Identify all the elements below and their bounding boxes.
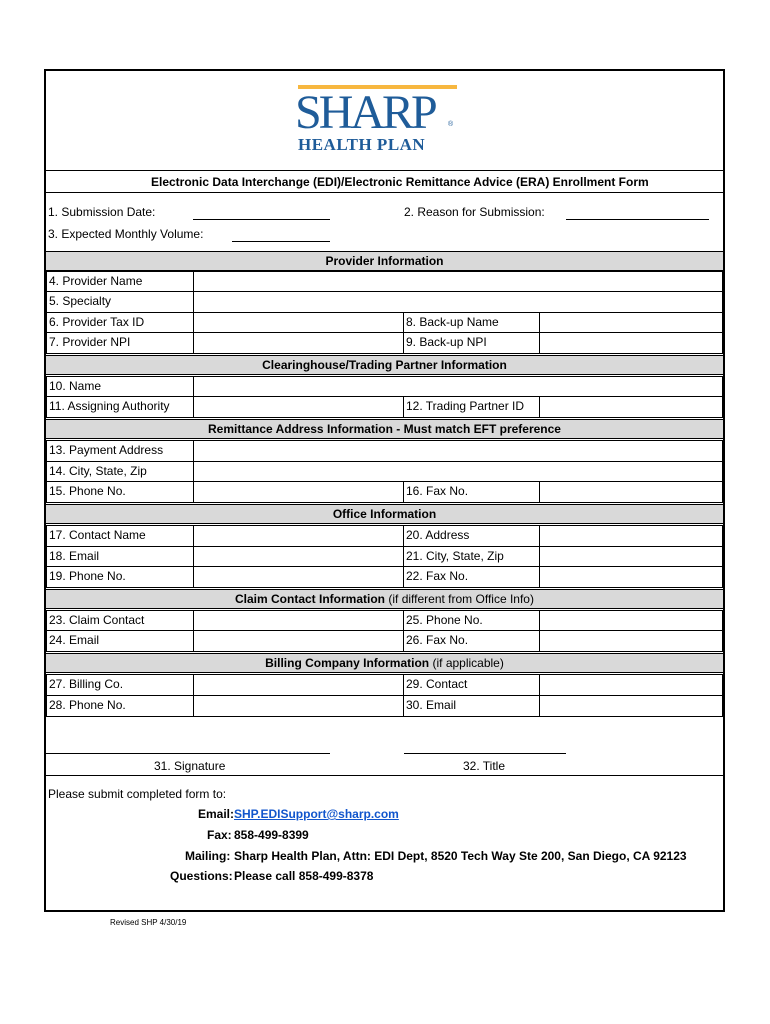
backup-name-label: 8. Back-up Name (403, 312, 540, 333)
section-remittance (46, 419, 723, 439)
payment-address-field[interactable] (193, 440, 723, 462)
fax-22-field[interactable] (539, 566, 723, 588)
backup-name-field[interactable] (539, 312, 723, 333)
backup-npi-field[interactable] (539, 332, 723, 354)
claim-title-bold: Claim Contact Information (235, 592, 386, 606)
section-clearinghouse (46, 355, 723, 375)
section-office-title: Office Information (332, 507, 437, 521)
city-state-zip-field[interactable] (193, 461, 723, 482)
ch-name-label: 10. Name (46, 376, 194, 397)
billing-title-note: (if applicable) (432, 656, 504, 670)
email-30-label: 30. Email (403, 695, 540, 717)
submission-date-field[interactable] (193, 219, 330, 220)
logo-registered-mark: ® (448, 121, 454, 128)
reason-label: 2. Reason for Submission: (404, 205, 545, 219)
assigning-authority-field[interactable] (193, 396, 404, 418)
fax-label: Fax: (207, 828, 232, 842)
submission-date-label: 1. Submission Date: (48, 205, 156, 219)
ch-name-field[interactable] (193, 376, 723, 397)
section-billing (46, 653, 723, 673)
logo-subbrand-text: HEALTH PLAN (298, 135, 426, 154)
provider-tax-id-label: 6. Provider Tax ID (46, 312, 194, 333)
email-link[interactable]: SHP.EDISupport@sharp.com (234, 807, 399, 821)
assigning-authority-label: 11. Assigning Authority (46, 396, 194, 418)
contact-29-field[interactable] (539, 674, 723, 696)
billing-co-field[interactable] (193, 674, 404, 696)
signature-line[interactable] (46, 753, 330, 754)
billing-co-label: 27. Billing Co. (46, 674, 194, 696)
section-clearinghouse-title: Clearinghouse/Trading Partner Information (262, 358, 507, 372)
trading-partner-id-field[interactable] (539, 396, 723, 418)
city-21-label: 21. City, State, Zip (403, 546, 540, 567)
provider-name-field[interactable] (193, 271, 723, 292)
logo-brand-text: SHARP (295, 86, 435, 139)
phone-25-field[interactable] (539, 610, 723, 631)
form-title: Electronic Data Interchange (EDI)/Electronic Remittance Advice (ERA) Enrollment Form (151, 175, 649, 189)
backup-npi-label: 9. Back-up NPI (403, 332, 540, 354)
city-21-field[interactable] (539, 546, 723, 567)
section-claim-contact-title (46, 591, 723, 607)
revision-note: Revised SHP 4/30/19 (110, 918, 187, 927)
section-provider (46, 251, 723, 271)
phone-15-label: 15. Phone No. (46, 481, 194, 503)
logo-area (46, 71, 723, 171)
fax-26-field[interactable] (539, 630, 723, 652)
phone-19-label: 19. Phone No. (46, 566, 194, 588)
monthly-volume-field[interactable] (232, 241, 330, 242)
contact-29-label: 29. Contact (403, 674, 540, 696)
section-billing-title (46, 655, 723, 671)
signature-label: 31. Signature (154, 759, 226, 773)
email-label: Email: (198, 807, 235, 821)
fax-16-label: 16. Fax No. (403, 481, 540, 503)
claim-contact-label: 23. Claim Contact (46, 610, 194, 631)
email-24-label: 24. Email (46, 630, 194, 652)
monthly-volume-label: 3. Expected Monthly Volume: (48, 227, 204, 241)
submit-intro: Please submit completed form to: (48, 787, 227, 801)
title-divider (46, 192, 723, 193)
section-claim-contact (46, 589, 723, 609)
mailing-label: Mailing: (185, 849, 231, 863)
section-provider-title: Provider Information (325, 254, 444, 268)
email-30-field[interactable] (539, 695, 723, 717)
section-office (46, 504, 723, 524)
billing-title-bold: Billing Company Information (265, 656, 430, 670)
phone-19-field[interactable] (193, 566, 404, 588)
provider-npi-field[interactable] (193, 332, 404, 354)
email-18-field[interactable] (193, 546, 404, 567)
address-20-label: 20. Address (403, 525, 540, 547)
reason-field[interactable] (566, 219, 709, 220)
fax-value: 858-499-8399 (234, 828, 309, 842)
phone-15-field[interactable] (193, 481, 404, 503)
fax-26-label: 26. Fax No. (403, 630, 540, 652)
claim-contact-field[interactable] (193, 610, 404, 631)
contact-name-label: 17. Contact Name (46, 525, 194, 547)
fax-22-label: 22. Fax No. (403, 566, 540, 588)
fax-16-field[interactable] (539, 481, 723, 503)
title-line[interactable] (404, 753, 566, 754)
email-24-field[interactable] (193, 630, 404, 652)
provider-name-label: 4. Provider Name (46, 271, 194, 292)
specialty-label: 5. Specialty (46, 291, 194, 313)
questions-label: Questions: (170, 869, 233, 883)
title-label: 32. Title (463, 759, 506, 773)
claim-title-note: (if different from Office Info) (388, 592, 534, 606)
city-state-zip-label: 14. City, State, Zip (46, 461, 194, 482)
provider-tax-id-field[interactable] (193, 312, 404, 333)
section-remittance-title: Remittance Address Information - Must match EFT preference (208, 422, 561, 436)
payment-address-label: 13. Payment Address (46, 440, 194, 462)
phone-28-label: 28. Phone No. (46, 695, 194, 717)
questions-value: Please call 858-499-8378 (234, 869, 374, 883)
contact-name-field[interactable] (193, 525, 404, 547)
mailing-value: Sharp Health Plan, Attn: EDI Dept, 8520 Tech Way Ste 200, San Diego, CA 92123 (234, 849, 687, 863)
trading-partner-id-label: 12. Trading Partner ID (403, 396, 540, 418)
enrollment-form (44, 69, 725, 912)
phone-28-field[interactable] (193, 695, 404, 717)
specialty-field[interactable] (193, 291, 723, 313)
provider-npi-label: 7. Provider NPI (46, 332, 194, 354)
address-20-field[interactable] (539, 525, 723, 547)
phone-25-label: 25. Phone No. (403, 610, 540, 631)
email-18-label: 18. Email (46, 546, 194, 567)
signature-divider (46, 775, 723, 776)
